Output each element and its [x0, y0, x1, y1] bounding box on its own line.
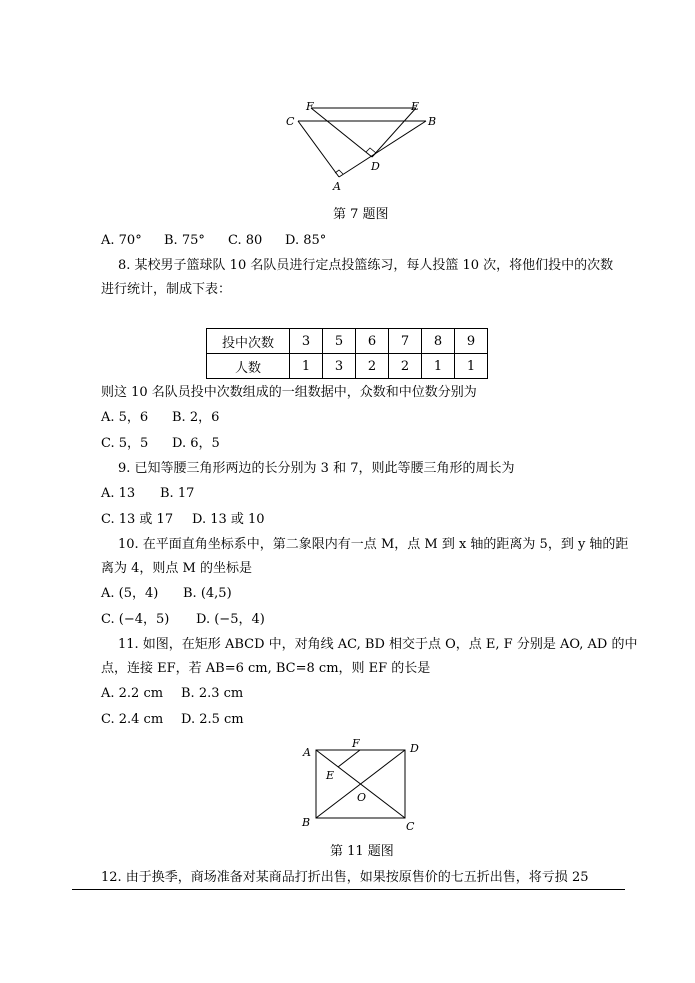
fig11-label-b: B — [302, 816, 311, 829]
q11-line-1: 11. 如图，在矩形 ABCD 中，对角线 AC, BD 相交于点 O，点 E, F 分别是 AO, AD 的中 — [118, 637, 638, 652]
q9-option-d[interactable]: D. 13 或 10 — [192, 512, 265, 527]
q7-options — [101, 232, 326, 250]
q8-option-c[interactable]: C. 5，5 — [101, 436, 149, 451]
q12-line-1: 12. 由于换季，商场准备对某商品打折出售，如果按原售价的七五折出售，将亏损 25 — [101, 870, 589, 885]
q10-line-2: 离为 4，则点 M 的坐标是 — [101, 561, 252, 576]
q11-option-d[interactable]: D. 2.5 cm — [181, 712, 244, 727]
fig7-caption: 第 7 题图 — [333, 207, 389, 222]
fig7-label-b: B — [428, 115, 437, 128]
table-cell: 6 — [356, 329, 389, 354]
table-cell: 2 — [356, 354, 389, 379]
q11-options-row-2 — [101, 711, 244, 729]
fig11-label-c: C — [406, 820, 415, 833]
q9-line-1: 9. 已知等腰三角形两边的长分别为 3 和 7，则此等腰三角形的周长为 — [118, 461, 515, 476]
fig7-line-ab — [339, 121, 426, 177]
q8-line-3: 则这 10 名队员投中次数组成的一组数据中，众数和中位数分别为 — [101, 385, 477, 400]
table-cell: 7 — [389, 329, 422, 354]
table-cell: 8 — [422, 329, 455, 354]
q7-option-c[interactable]: C. 80 — [228, 233, 263, 248]
fig11-label-f: F — [352, 738, 360, 750]
fig11-label-o: O — [357, 791, 367, 804]
q9-options-row-2 — [101, 511, 265, 529]
q10-line-1: 10. 在平面直角坐标系中，第二象限内有一点 M，点 M 到 x 轴的距离为 5，到 y 轴的距 — [118, 537, 629, 552]
q10-option-c[interactable]: C. (−4，5) — [101, 612, 170, 627]
q10-options-row-2 — [101, 611, 265, 629]
figure-7 — [280, 98, 450, 198]
q9-option-b[interactable]: B. 17 — [160, 486, 195, 501]
q8-option-b[interactable]: B. 2，6 — [172, 410, 220, 425]
fig11-segment-ef — [338, 750, 360, 767]
q9-option-a[interactable]: A. 13 — [101, 486, 136, 501]
table-cell: 2 — [389, 354, 422, 379]
q7-option-a[interactable]: A. 70° — [101, 233, 142, 248]
fig7-line-ca — [298, 121, 339, 177]
q10-options-row-1 — [101, 585, 232, 603]
q10-option-b[interactable]: B. (4,5) — [183, 586, 232, 601]
q9-option-c[interactable]: C. 13 或 17 — [101, 512, 174, 527]
table-cell: 3 — [290, 329, 323, 354]
q8-line-2: 进行统计，制成下表： — [101, 282, 232, 297]
table-cell: 5 — [323, 329, 356, 354]
fig7-label-d: D — [371, 160, 380, 173]
q11-line-2: 点，连接 EF，若 AB=6 cm, BC=8 cm，则 EF 的长是 — [101, 661, 431, 676]
table-row — [207, 329, 488, 354]
table-cell: 1 — [455, 354, 488, 379]
table-row — [207, 354, 488, 379]
figure-11 — [296, 738, 426, 838]
fig11-label-e: E — [326, 769, 335, 782]
fig11-caption: 第 11 题图 — [330, 844, 394, 859]
fig11-label-a: A — [303, 746, 311, 759]
fig7-label-e: E — [411, 100, 420, 113]
q8-line-1: 8. 某校男子篮球队 10 名队员进行定点投篮练习，每人投篮 10 次，将他们投中的次数 — [118, 258, 614, 273]
q7-option-b[interactable]: B. 75° — [164, 233, 205, 248]
q8-option-d[interactable]: D. 6，5 — [172, 436, 220, 451]
table-cell: 1 — [290, 354, 323, 379]
q8-options-row-2 — [101, 435, 220, 453]
q8-option-a[interactable]: A. 5，6 — [101, 410, 149, 425]
fig7-line-fd — [311, 108, 372, 157]
fig7-label-a: A — [333, 180, 341, 193]
table-cell: 3 — [323, 354, 356, 379]
q10-option-d[interactable]: D. (−5，4) — [196, 612, 265, 627]
q9-options-row-1 — [101, 485, 194, 503]
fig7-label-f: F — [306, 100, 314, 113]
q10-option-a[interactable]: A. (5，4) — [101, 586, 159, 601]
q11-options-row-1 — [101, 685, 243, 703]
q7-option-d[interactable]: D. 85° — [285, 233, 327, 248]
table-cell: 投中次数 — [207, 329, 290, 354]
q11-option-c[interactable]: C. 2.4 cm — [101, 712, 164, 727]
fig11-label-d: D — [410, 742, 419, 755]
page-divider — [72, 889, 625, 890]
q11-option-a[interactable]: A. 2.2 cm — [101, 686, 164, 701]
fig7-label-c: C — [286, 115, 295, 128]
q8-stats-table — [206, 328, 488, 379]
table-cell: 人数 — [207, 354, 290, 379]
table-cell: 9 — [455, 329, 488, 354]
q11-option-b[interactable]: B. 2.3 cm — [181, 686, 244, 701]
q8-options-row-1 — [101, 409, 219, 427]
table-cell: 1 — [422, 354, 455, 379]
fig7-line-ed — [372, 108, 416, 157]
